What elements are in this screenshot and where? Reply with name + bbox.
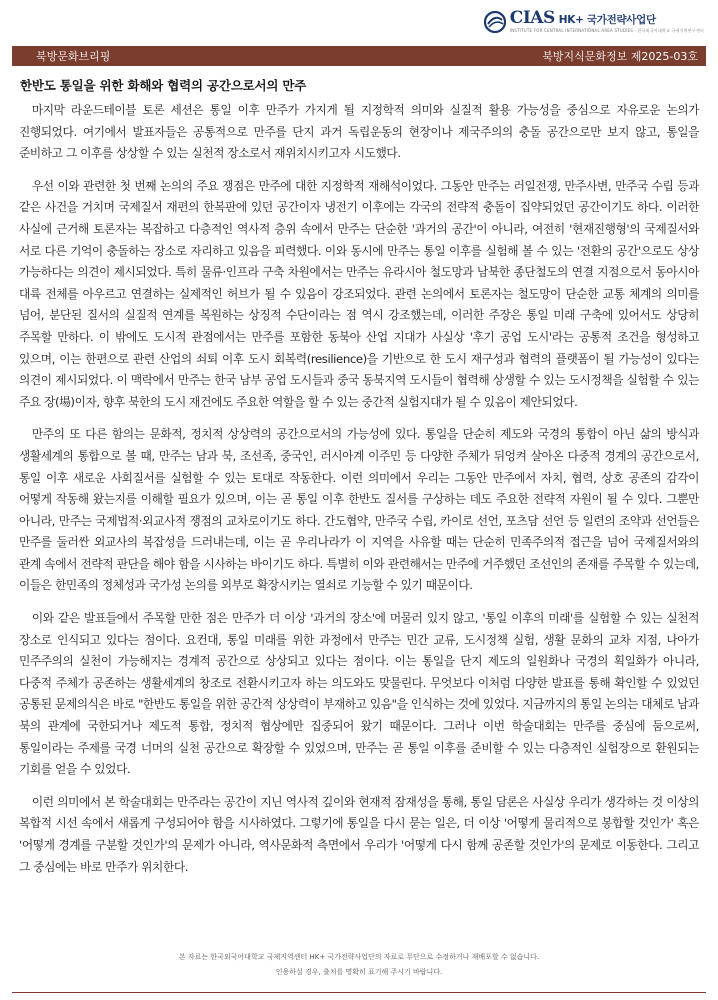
paragraph-1: 마지막 라운드테이블 토론 세션은 통일 이후 만주가 가지게 될 지정학적 의미와 실질적 활용 가능성을 중심으로 자유로운 논의가 진행되었다. 여기에서 발표자들은 공통적으로 만주를 단지 과거 독립운동의 현장이나 제국주의의 충돌 공간으로만 보지 않고, 통일을 준비하고 그 이후를 상상할 수 있는 실천적 장소로서 재위치시키고자 시도했다. xyxy=(19,103,699,161)
logo-emblem-icon xyxy=(484,11,506,33)
article-body xyxy=(19,100,699,889)
footer xyxy=(0,950,718,980)
paragraph-4: 이와 같은 발표들에서 주목할 만한 점은 만주가 더 이상 '과거의 장소'에 머물러 있지 않고, '통일 이후의 미래'를 실험할 수 있는 실천적 장소로 인식되고 있다는 점이다. 요컨대, 통일 미래를 위한 과정에서 만주는 민간 교류, 도시정책 실험, 생활 문화의 교차 지점, 나아가 민주주의의 실천이 가능해지는 경계적 공간으로 상상되고 있다는 점이다. 이는 통일을 단지 제도의 일원화나 국경의 획일화가 아니라, 다중적 주체가 공존하는 생활세계의 창조로 전환시키고자 하는 의도와도 맞물린다. 무엇보다 이처럼 다양한 발표를 통해 확인할 수 있었던 공통된 문제의식은 바로 "한반도 통일을 위한 공간적 상상력이 부재하고 있음"을 인식하는 것에 있었다. 지금까지의 통일 논의는 대체로 남과 북의 관계에 국한되거나 제도적 통합, 정치적 협상에만 집중되어 왔기 때문이다. 그러나 이번 학술대회는 만주를 중심에 둠으로써, 통일이라는 주제를 국경 너머의 실천 공간으로 확장할 수 있었으며, 만주는 곧 통일 이후를 준비할 수 있는 다층적인 실험장으로 환원되는 기회를 얻을 수 있었다. xyxy=(19,611,699,777)
paragraph-3: 만주의 또 다른 함의는 문화적, 정치적 상상력의 공간으로서의 가능성에 있다. 통일을 단순히 제도와 국경의 통합이 아닌 삶의 방식과 생활세계의 통합으로 볼 때, 만주는 남과 북, 조선족, 중국인, 러시아계 이주민 등 다양한 주체가 뒤엉켜 살아온 다중적 경계의 공간으로서, 통일 이후 새로운 사회질서를 실험할 수 있는 토대로 작동한다. 이런 의미에서 우리는 그동안 만주에서 자치, 협력, 상호 공존의 감각이 어떻게 작동해 왔는지를 이해할 필요가 있으며, 이는 곧 통일 이후 한반도 질서를 구상하는 데도 주요한 전략적 자원이 될 수 있다. 그뿐만 아니라, 만주는 국제법적·외교사적 쟁점의 교차로이기도 하다. 간도협약, 만주국 수립, 카이로 선언, 포츠담 선언 등 일련의 조약과 선언들은 만주를 둘러싼 외교사의 복잡성을 드러내는데, 이는 곧 우리나라가 이 지역을 사유할 때는 단순히 민족주의적 접근을 넘어 국제질서와의 관계 속에서 전략적 판단을 해야 함을 시사하는 바이기도 하다. 특별히 이와 관련해서는 만주에 거주했던 조선인의 존재를 주목할 수 있는데, 이들은 한민족의 정체성과 국가성 논의를 외부로 확장시키는 열쇠로 기능할 수 있기 때문이다. xyxy=(19,427,699,593)
bottom-divider xyxy=(12,992,706,993)
paragraph-5: 이런 의미에서 본 학술대회는 만주라는 공간이 지닌 역사적 깊이와 현재적 잠재성을 통해, 통일 담론은 사실상 우리가 생각하는 것 이상의 복합적 시선 속에서 새롭게 구성되어야 함을 시사하였다. 그렇기에 통일을 다시 묻는 일은, 더 이상 '어떻게 물리적으로 봉합할 것인가' 혹은 '어떻게 경계를 구분할 것인가'의 문제가 아니라, 역사문화적 측면에서 우리가 '어떻게 다시 함께 공존할 것인가'의 문제로 이동한다. 그리고 그 중심에는 바로 만주가 위치한다. xyxy=(19,794,699,874)
logo-org: HK+ 국가전략사업단 xyxy=(558,14,656,26)
header-bar xyxy=(12,46,706,66)
logo-subtitle: INSTITUTE FOR CENTRAL INTERNATIONAL AREA STUDIES · 한국외국어대학교 국제지역연구센터 xyxy=(509,28,704,33)
issue-number: 북방지식문화정보 제2025-03호 xyxy=(542,50,698,63)
article-title: 한반도 통일을 위한 화해와 협력의 공간으로서의 만주 xyxy=(20,78,307,93)
paragraph-2: 우선 이와 관련한 첫 번째 논의의 주요 쟁점은 만주에 대한 지정학적 재해석이었다. 그동안 만주는 러일전쟁, 만주사변, 만주국 수립 등과 같은 사건을 거치며 국제질서 재편의 한복판에 있던 공간이자 냉전기 이후에는 각국의 전략적 충돌이 집약되었던 공간이기도 하다. 이러한 사실에 근거해 토론자는 복잡하고 다층적인 역사적 층위 속에서 만주는 단순한 '과거의 공간'이 아니라, 여전히 '현재진행형'의 국제질서와 서로 다른 기억이 충돌하는 장소로 자리하고 있음을 피력했다. 이와 동시에 만주는 통일 이후를 실험해 볼 수 있는 '전환의 공간'으로도 상상 가능하다는 의견이 제시되었다. 특히 물류·인프라 구축 차원에서는 만주는 유라시아 철도망과 남북한 종단철도의 연결 지점으로서 동아시아 대륙 전체를 아우르고 연결하는 실제적인 허브가 될 수 있음이 강조되었다. 관련 논의에서 토론자는 철도망이 단순한 교통 체계의 의미를 넘어, 분단된 질서의 실질적 연계를 복원하는 상징적 수단이라는 점 역시 강조했는데, 이러한 주장은 통일 미래 구축에 있어서도 상당히 주목할 만하다. 이 밖에도 도시적 관점에서는 만주를 포함한 동북아 산업 지대가 사실상 '후기 공업 도시'라는 공통적 조건을 형성하고 있으며, 이는 한편으로 관련 산업의 쇠퇴 이후 도시 회복력(resilience)을 기반으로 한 도시 재구성과 협력의 플랫폼이 될 가능성이 있다는 의견이 제시되었다. 이 맥락에서 만주는 한국 남부 공업 도시들과 중국 동북지역 도시들이 협력해 상생할 수 있는 도시정책을 실험할 수 있는 주요 장(場)이자, 향후 북한의 도시 재건에도 주요한 역할을 할 수 있는 중간적 실험지대가 될 수 있음이 제안되었다. xyxy=(19,178,699,409)
series-name: 북방문화브리핑 xyxy=(36,50,111,63)
citation-notice: 인용하실 경우, 출처를 명확히 표기해 주시기 바랍니다. xyxy=(275,968,443,976)
org-logo xyxy=(484,10,704,33)
logo-name: CIAS xyxy=(509,8,555,28)
copyright-notice: 본 자료는 한국외국어대학교 국제지역센터 HK+ 국가전략사업단의 자료로 무단으로 수정하거나 재배포할 수 없습니다. xyxy=(178,953,540,961)
